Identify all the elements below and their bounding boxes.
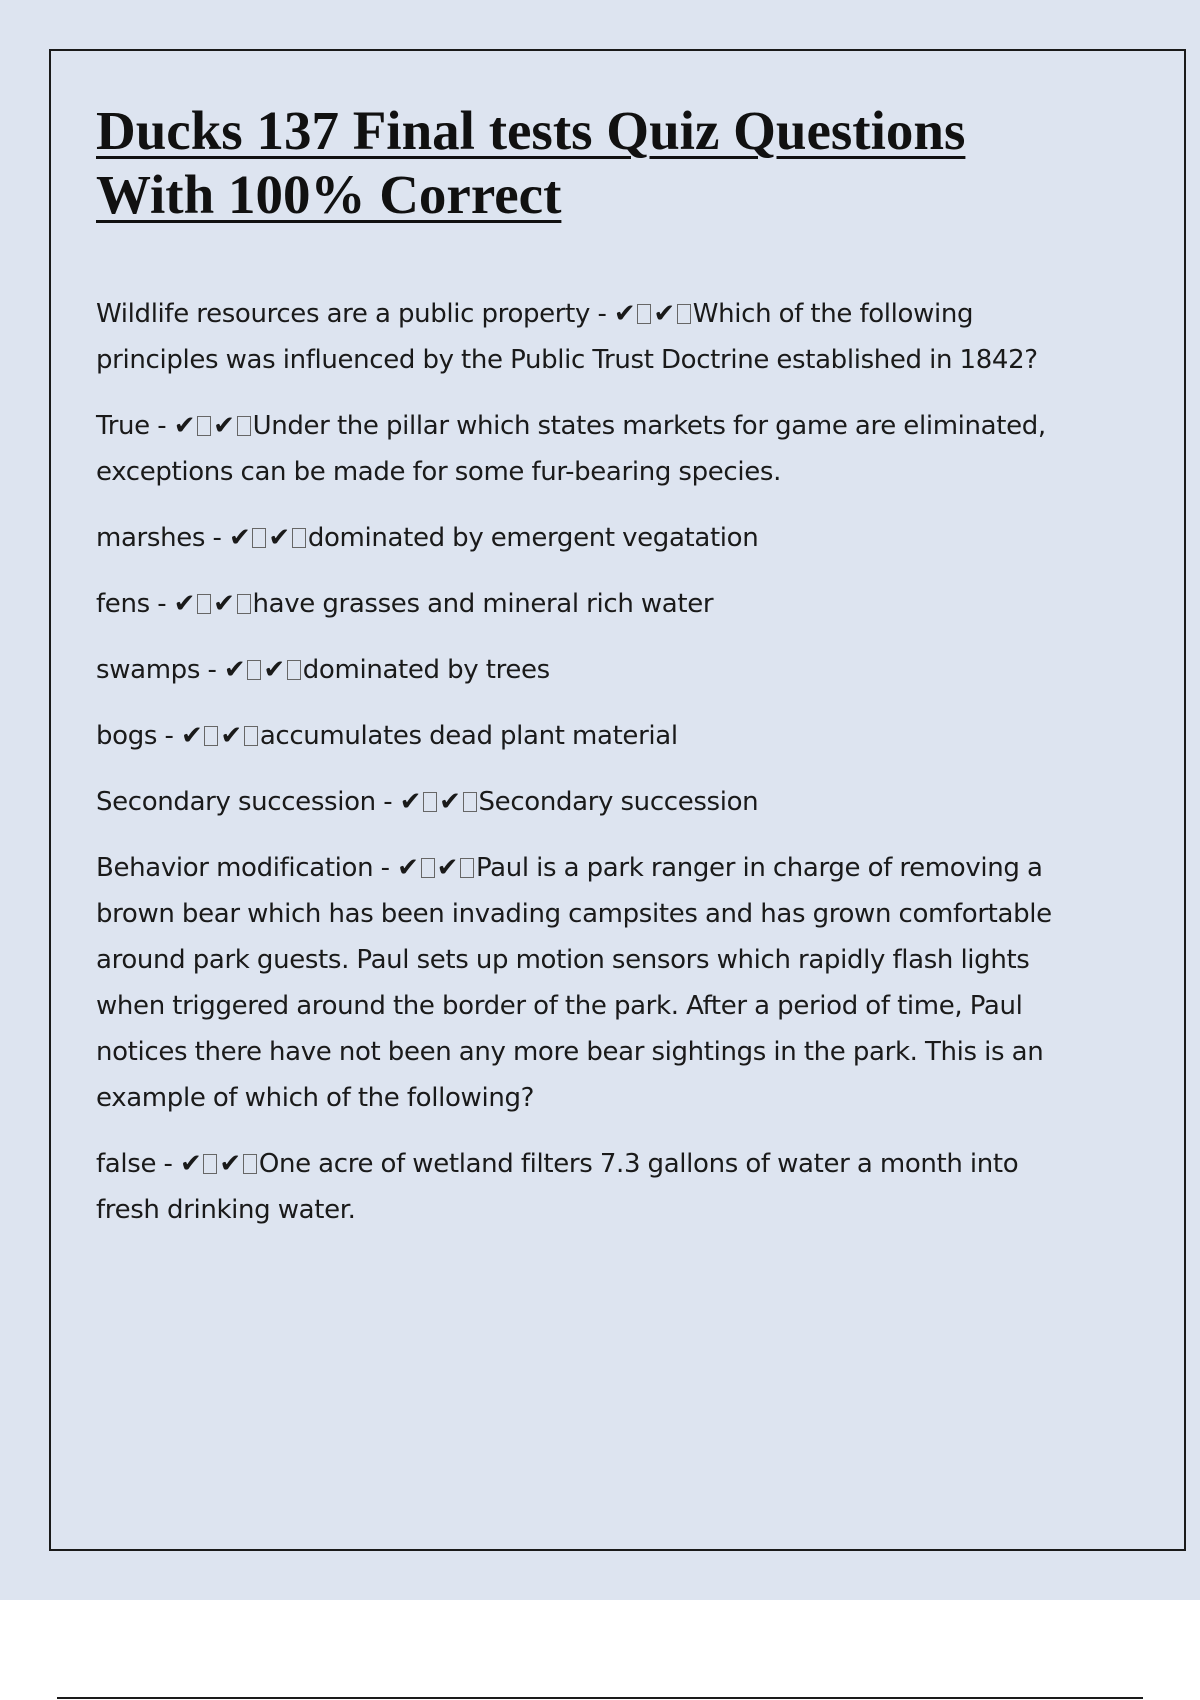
qa-item [96, 779, 1086, 825]
missing-glyph-box-icon [244, 726, 258, 746]
checkmark-icon: ✔ [219, 1149, 241, 1179]
qa-item [96, 291, 1086, 383]
missing-glyph-box-icon [677, 304, 691, 324]
separator: - [375, 787, 400, 817]
qa-definition: One acre of wetland filters 7.3 gallons of water a month into fresh drinking water. [96, 1149, 1019, 1225]
qa-item [96, 403, 1086, 495]
separator: - [200, 655, 224, 685]
qa-item [96, 1141, 1086, 1233]
qa-definition: Under the pillar which states markets for game are eliminated, exceptions can be made for some fur-bearing species. [96, 411, 1046, 487]
footer-divider [57, 1697, 1143, 1699]
checkmark-icon: ✔ [228, 523, 251, 553]
qa-definition: dominated by emergent vegatation [307, 523, 759, 553]
missing-glyph-box-icon [292, 528, 306, 548]
missing-glyph-box-icon [637, 304, 651, 324]
qa-term: false [96, 1149, 157, 1179]
missing-glyph-box-icon [247, 660, 261, 680]
checkmark-icon: ✔ [223, 655, 246, 685]
checkmark-icon: ✔ [613, 299, 636, 329]
qa-term: bogs [96, 721, 158, 751]
missing-glyph-box-icon [252, 528, 266, 548]
qa-definition: Which of the following principles was influenced by the Public Trust Doctrine established in 1842? [96, 299, 1038, 375]
missing-glyph-box-icon [287, 660, 301, 680]
checkmark-icon: ✔ [213, 589, 235, 619]
qa-term: marshes [96, 523, 206, 553]
qa-definition: Paul is a park ranger in charge of removing a brown bear which has been invading campsites and has grown comfortable around park guests. Paul sets up motion sensors which rapidly flash lights when triggered around the border of the park. After a period of time, Paul notices there have not been any more bear sightings in the park. This is an example of which of the following? [96, 853, 1052, 1113]
checkmark-icon: ✔ [439, 787, 461, 817]
qa-item [96, 713, 1086, 759]
qa-term: fens [96, 589, 150, 619]
qa-item [96, 845, 1086, 1121]
qa-item [96, 581, 1086, 627]
checkmark-icon: ✔ [220, 721, 242, 751]
checkmark-icon: ✔ [653, 299, 675, 329]
checkmark-icon: ✔ [436, 853, 458, 883]
missing-glyph-box-icon [463, 792, 477, 812]
separator: - [157, 721, 181, 751]
checkmark-icon: ✔ [397, 853, 419, 883]
missing-glyph-box-icon [197, 594, 211, 614]
checkmark-icon: ✔ [399, 787, 422, 817]
separator: - [205, 523, 229, 553]
qa-term: Secondary succession [96, 787, 376, 817]
document-body [96, 99, 1086, 1253]
separator: - [149, 411, 174, 441]
missing-glyph-box-icon [237, 594, 251, 614]
separator: - [149, 589, 174, 619]
missing-glyph-box-icon [197, 416, 211, 436]
separator: - [156, 1149, 180, 1179]
qa-definition: Secondary succession [478, 787, 759, 817]
checkmark-icon: ✔ [180, 721, 203, 751]
checkmark-icon: ✔ [173, 411, 196, 441]
qa-item [96, 647, 1086, 693]
missing-glyph-box-icon [421, 858, 435, 878]
qa-definition: accumulates dead plant material [259, 721, 678, 751]
missing-glyph-box-icon [243, 1154, 257, 1174]
qa-term: Behavior modification [96, 853, 374, 883]
separator: - [590, 299, 614, 329]
qa-term: True [96, 411, 150, 441]
checkmark-icon: ✔ [179, 1149, 202, 1179]
qa-term: Wildlife resources are a public property [96, 299, 591, 329]
missing-glyph-box-icon [460, 858, 474, 878]
missing-glyph-box-icon [203, 1154, 217, 1174]
qa-term: swamps [96, 655, 201, 685]
separator: - [373, 853, 398, 883]
checkmark-icon: ✔ [263, 655, 285, 685]
checkmark-icon: ✔ [268, 523, 290, 553]
qa-item [96, 515, 1086, 561]
missing-glyph-box-icon [237, 416, 251, 436]
checkmark-icon: ✔ [213, 411, 235, 441]
qa-definition: have grasses and mineral rich water [252, 589, 714, 619]
qa-definition: dominated by trees [302, 655, 550, 685]
document-title: Ducks 137 Final tests Quiz Questions With 100% Correct [96, 100, 966, 225]
checkmark-icon: ✔ [173, 589, 196, 619]
missing-glyph-box-icon [204, 726, 218, 746]
missing-glyph-box-icon [423, 792, 437, 812]
